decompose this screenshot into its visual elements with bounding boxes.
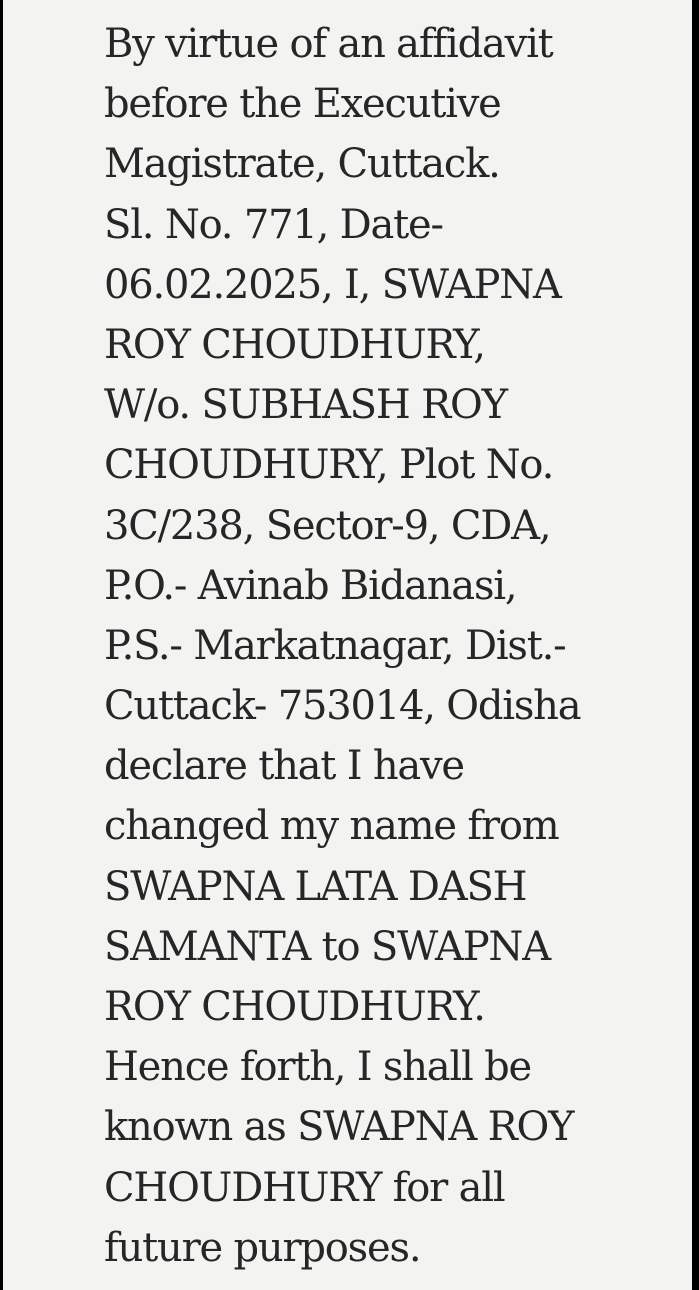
notice-line: SAMANTA to SWAPNA xyxy=(104,923,550,970)
notice-line: CHOUDHURY for all xyxy=(104,1164,505,1211)
notice-line: future purposes. xyxy=(104,1224,421,1271)
notice-line: By virtue of an affidavit xyxy=(104,21,553,67)
notice-line: P.O.- Avinab Bidanasi, xyxy=(104,562,517,609)
newspaper-clipping xyxy=(3,0,692,1290)
notice-line: ROY CHOUDHURY. xyxy=(104,984,485,1030)
notice-line: 06.02.2025, I, SWAPNA xyxy=(104,261,561,308)
notice-line: ROY CHOUDHURY, xyxy=(104,321,485,368)
notice-line: known as SWAPNA ROY xyxy=(104,1104,574,1151)
notice-line: CHOUDHURY, Plot No. xyxy=(104,442,554,489)
notice-line: Magistrate, Cuttack. xyxy=(104,141,500,188)
notice-line: P.S.- Markatnagar, Dist.- xyxy=(104,622,566,669)
notice-line: 3C/238, Sector-9, CDA, xyxy=(104,502,551,549)
notice-line: Sl. No. 771, Date- xyxy=(104,201,443,248)
notice-line: W/o. SUBHASH ROY xyxy=(104,382,507,429)
notice-line: declare that I have xyxy=(104,743,464,790)
notice-line: Cuttack- 753014, Odisha xyxy=(104,683,581,730)
notice-line: before the Executive xyxy=(104,81,501,128)
notice-line: changed my name from xyxy=(104,803,559,850)
name-change-notice xyxy=(104,14,684,1278)
notice-line: SWAPNA LATA DASH xyxy=(104,863,527,910)
notice-line: Hence forth, I shall be xyxy=(104,1044,532,1091)
